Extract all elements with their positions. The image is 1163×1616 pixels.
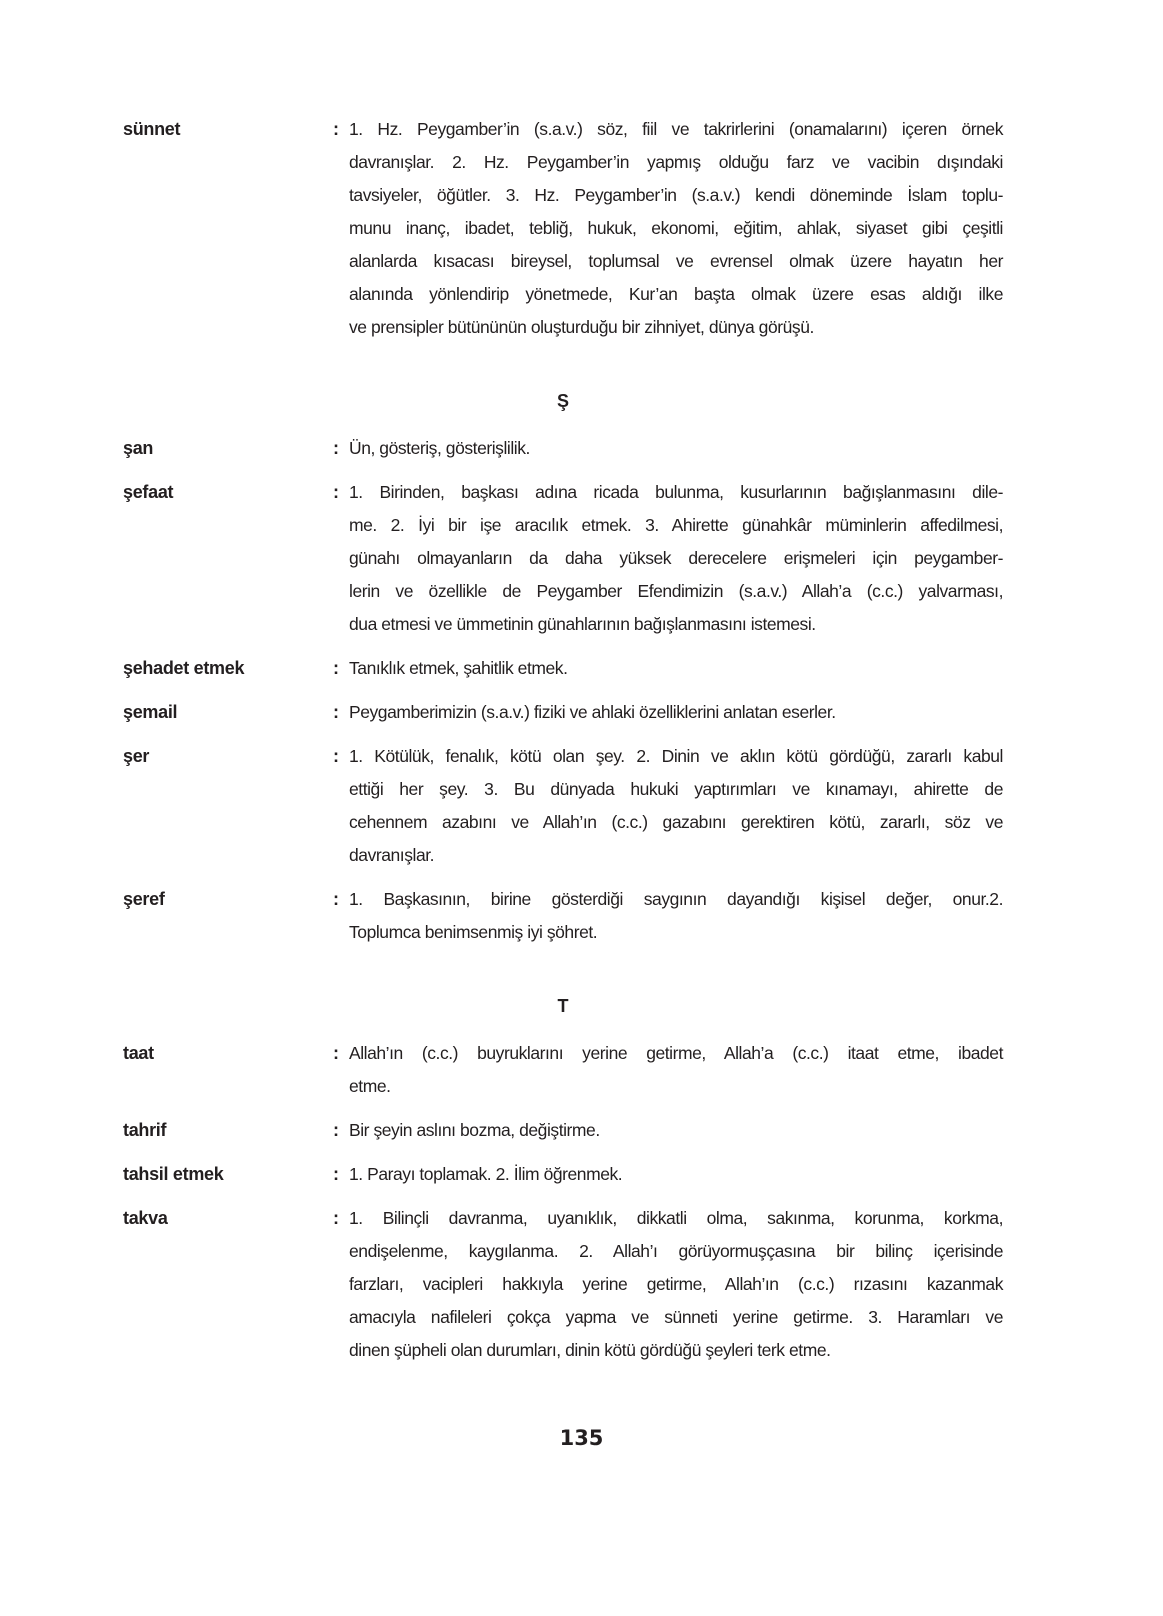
entry-definition — [349, 1158, 1003, 1191]
definition-line: 1. Kötülük, fenalık, kötü olan şey. 2. Dinin ve aklın kötü gördüğü, zararlı kabul — [349, 746, 1003, 766]
definition-line: dua etmesi ve ümmetinin günahlarının bağışlanmasını istemesi. — [349, 614, 816, 634]
definition-line: etme. — [349, 1076, 391, 1096]
definition-line: davranışlar. — [349, 845, 435, 865]
entry-term: sünnet — [123, 119, 181, 139]
glossary — [123, 113, 1003, 1378]
definition-line: Toplumca benimsenmiş iyi şöhret. — [349, 922, 598, 942]
glossary-entry — [123, 883, 1003, 949]
glossary-entry — [123, 652, 1003, 685]
entry-term: şemail — [123, 702, 178, 722]
entry-definition — [349, 476, 1003, 641]
definition-line: Ün, gösteriş, gösterişlilik. — [349, 438, 530, 458]
entry-definition — [349, 1037, 1003, 1103]
glossary-entry — [123, 1202, 1003, 1367]
definition-line: alanlarda kısacası bireysel, toplumsal ve evrensel olmak üzere hayatın her — [349, 251, 1003, 271]
entry-definition — [349, 883, 1003, 949]
entry-term: taat — [123, 1043, 154, 1063]
definition-line: endişelenme, kaygılanma. 2. Allah’ı görüyormuşçasına bir bilinç içerisinde — [349, 1241, 1003, 1261]
glossary-entry — [123, 740, 1003, 872]
entry-term: şehadet etmek — [123, 658, 245, 678]
entry-colon: : — [333, 702, 339, 722]
definition-line: 1. Başkasının, birine gösterdiği saygının dayandığı kişisel değer, onur.2. — [349, 889, 1003, 909]
section-letter-heading: Ş — [556, 391, 569, 411]
glossary-entry — [123, 476, 1003, 641]
entry-colon: : — [333, 1208, 339, 1228]
entry-colon: : — [333, 658, 339, 678]
definition-line: 1. Bilinçli davranma, uyanıklık, dikkatli olma, sakınma, korunma, korkma, — [349, 1208, 1003, 1228]
entry-term: tahsil etmek — [123, 1164, 224, 1184]
definition-line: Allah’ın (c.c.) buyruklarını yerine getirme, Allah’a (c.c.) itaat etme, ibadet — [349, 1043, 1003, 1063]
entry-colon: : — [333, 1120, 339, 1140]
glossary-entry — [123, 1158, 1003, 1191]
definition-line: tavsiyeler, öğütler. 3. Hz. Peygamber’in (s.a.v.) kendi döneminde İslam toplu- — [349, 185, 1003, 205]
entry-colon: : — [333, 119, 339, 139]
definition-line: 1. Parayı toplamak. 2. İlim öğrenmek. — [349, 1164, 623, 1184]
glossary-entry — [123, 1114, 1003, 1147]
definition-line: dinen şüpheli olan durumları, dinin kötü gördüğü şeyleri terk etme. — [349, 1340, 831, 1360]
definition-line: davranışlar. 2. Hz. Peygamber’in yapmış olduğu farz ve vacibin dışındaki — [349, 152, 1003, 172]
definition-line: Bir şeyin aslını bozma, değiştirme. — [349, 1120, 600, 1140]
entry-colon: : — [333, 1043, 339, 1063]
definition-line: amacıyla nafileleri çokça yapma ve sünneti yerine getirme. 3. Haramları ve — [349, 1307, 1003, 1327]
entry-term: şan — [123, 438, 154, 458]
entry-colon: : — [333, 889, 339, 909]
entry-colon: : — [333, 438, 339, 458]
entry-term: tahrif — [123, 1120, 167, 1140]
definition-line: lerin ve özellikle de Peygamber Efendimizin (s.a.v.) Allah’a (c.c.) yalvarması, — [349, 581, 1003, 601]
definition-line: 1. Birinden, başkası adına ricada bulunma, kusurlarının bağışlanmasını dile- — [349, 482, 1003, 502]
definition-line: Peygamberimizin (s.a.v.) fiziki ve ahlaki özelliklerini anlatan eserler. — [349, 702, 836, 722]
glossary-entry — [123, 1037, 1003, 1103]
page-number: 135 — [559, 1426, 604, 1450]
entry-term: şefaat — [123, 482, 174, 502]
definition-line: munu inanç, ibadet, tebliğ, hukuk, ekonomi, eğitim, ahlak, siyaset gibi çeşitli — [349, 218, 1003, 238]
entry-colon: : — [333, 1164, 339, 1184]
entry-definition — [349, 1202, 1003, 1367]
definition-line: alanında yönlendirip yönetmede, Kur’an başta olmak üzere esas aldığı ilke — [349, 284, 1003, 304]
definition-line: günahı olmayanların da daha yüksek derecelere erişmeleri için peygamber- — [349, 548, 1003, 568]
entry-term: takva — [123, 1208, 168, 1228]
definition-line: 1. Hz. Peygamber’in (s.a.v.) söz, fiil ve takrirlerini (onamalarını) içeren örnek — [349, 119, 1003, 139]
definition-line: ve prensipler bütününün oluşturduğu bir zihniyet, dünya görüşü. — [349, 317, 814, 337]
definition-line: cehennem azabını ve Allah’ın (c.c.) gazabını gerektiren kötü, zararlı, söz ve — [349, 812, 1003, 832]
glossary-entry — [123, 113, 1003, 344]
entry-colon: : — [333, 746, 339, 766]
entry-definition — [349, 740, 1003, 872]
glossary-entry — [123, 696, 1003, 729]
entry-definition — [349, 432, 1003, 465]
entry-term: şer — [123, 746, 150, 766]
entry-definition — [349, 1114, 1003, 1147]
entry-definition — [349, 113, 1003, 344]
definition-line: farzları, vacipleri hakkıyla yerine getirme, Allah’ın (c.c.) rızasını kazanmak — [349, 1274, 1003, 1294]
entry-definition — [349, 696, 1003, 729]
definition-line: ettiği her şey. 3. Bu dünyada hukuki yaptırımları ve kınamayı, ahirette de — [349, 779, 1003, 799]
entry-definition — [349, 652, 1003, 685]
definition-line: me. 2. İyi bir işe aracılık etmek. 3. Ahirette günahkâr müminlerin affedilmesi, — [349, 515, 1003, 535]
glossary-entry — [123, 432, 1003, 465]
section-letter-heading: T — [557, 996, 569, 1016]
entry-colon: : — [333, 482, 339, 502]
entry-term: şeref — [123, 889, 165, 909]
definition-line: Tanıklık etmek, şahitlik etmek. — [349, 658, 568, 678]
